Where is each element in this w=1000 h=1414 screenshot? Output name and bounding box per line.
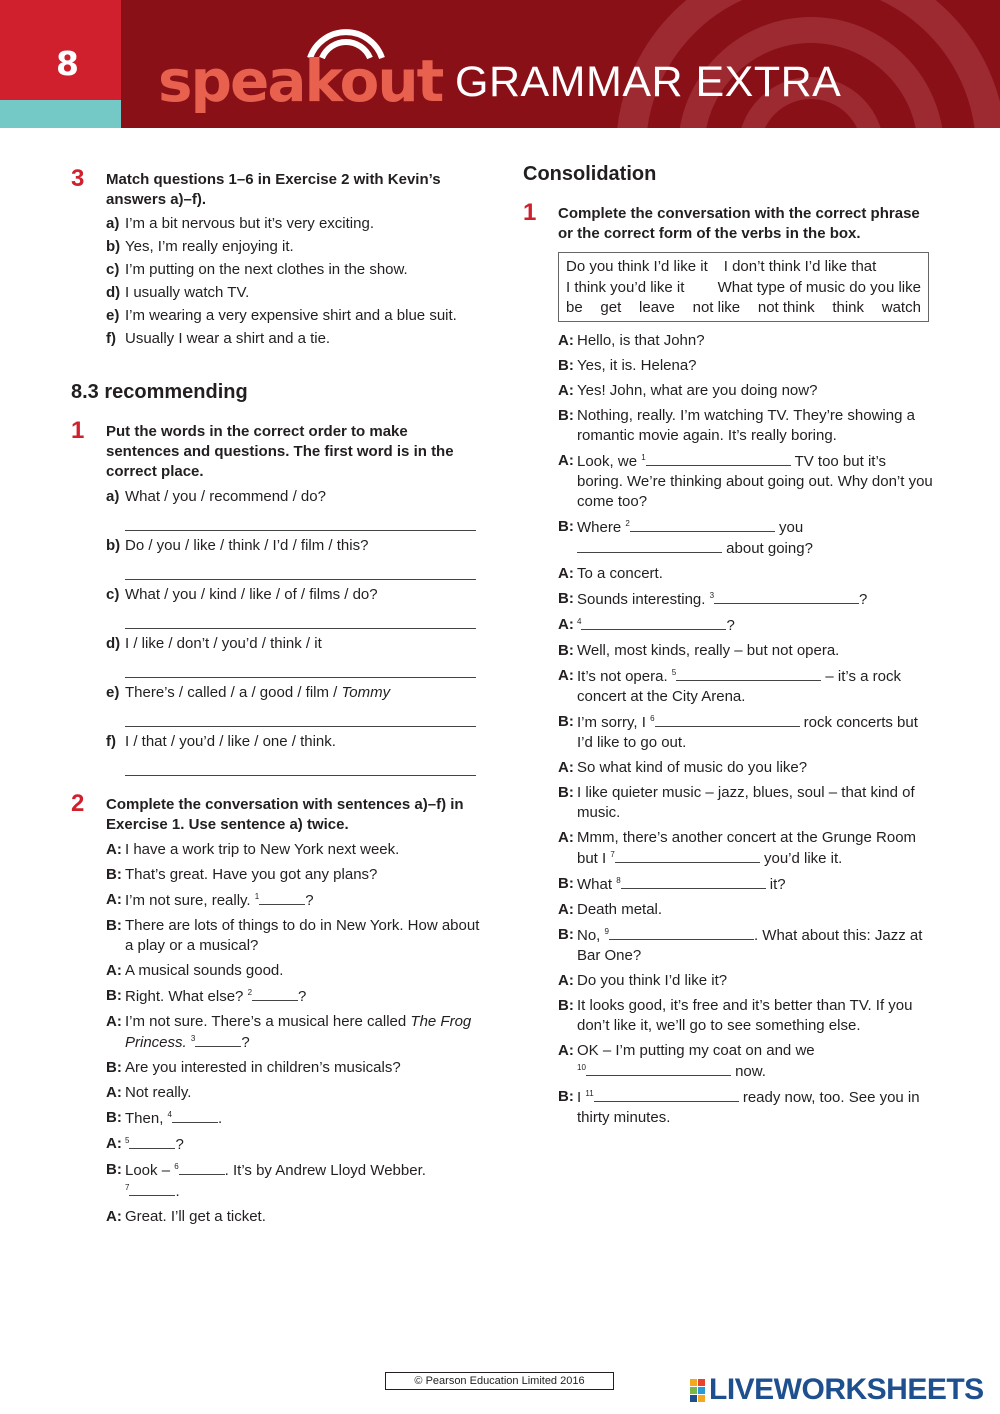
speaker-label: A: [106,1135,122,1152]
line-text: . It’s by Andrew Lloyd Webber. [224,1162,426,1179]
gap-number: 6 [650,713,655,723]
liveworksheets-brand: LIVEWORKSHEETS [709,1373,984,1406]
item-label: f) [106,733,116,750]
item-text: What / you / recommend / do? [125,488,326,505]
dialogue-line [558,925,933,966]
musical-title: The Frog Princess. [125,1013,472,1051]
line-text: Nothing, really. I’m watching TV. They’re showing a romantic movie again. It’s really boring. [577,406,915,444]
box-phrase: Do you think I’d like it [566,258,708,275]
list-item [106,329,481,349]
dialogue-line [106,840,481,860]
line-text: Death metal. [577,900,663,918]
gap-blank[interactable] [259,890,305,905]
gap-blank[interactable] [172,1108,218,1123]
item-label: a) [106,488,120,505]
speaker-label: A: [106,1208,122,1225]
speaker-label: B: [106,1109,122,1126]
box-word: not think [757,299,815,316]
speaker-label: B: [106,866,122,883]
line-text: now. [730,1062,766,1080]
item-text: I’m a bit nervous but it’s very exciting. [125,215,374,232]
speaker-label: A: [558,615,574,633]
box-word: be [566,299,583,316]
line-text: Great. I’ll get a ticket. [125,1208,266,1225]
dialogue-line [558,564,933,584]
exercise-2-dialogue [71,840,481,1227]
dialogue-line [558,900,933,920]
gap-blank[interactable] [252,986,298,1001]
dialogue-line [558,783,933,823]
dialogue-line [106,961,481,981]
exercise-number: 1 [523,199,537,226]
dialogue-line [558,758,933,778]
line-text: There are lots of things to do in New York. How about a play or a musical? [125,917,480,954]
line-text: ? [859,590,868,608]
speaker-label: A: [558,971,574,989]
item-label: c) [106,261,120,278]
dialogue-line [558,971,933,991]
list-item [106,683,481,703]
speaker-label: B: [106,987,122,1004]
list-item [106,306,481,326]
item-text: I’m putting on the next clothes in the show. [125,261,408,278]
word-box [558,252,929,322]
word-box-row [566,278,921,299]
copyright-notice: © Pearson Education Limited 2016 [385,1372,614,1390]
word-box-row [566,257,921,278]
line-text: I [577,1088,586,1106]
list-item [106,283,481,303]
gap-number: 2 [247,988,253,997]
line-text: ? [726,616,735,634]
dialogue-line [558,615,933,636]
line-text: Hello, is that John? [577,331,705,349]
item-label: a) [106,215,120,232]
line-text: ? [298,988,307,1005]
speakout-logo: speakout [158,47,443,115]
word-box-row [566,298,921,319]
dialogue-line [106,916,481,956]
gap-blank[interactable] [714,589,859,604]
gap-blank[interactable] [577,538,722,553]
exercise-number: 3 [71,165,85,192]
list-item [106,214,481,234]
gap-blank[interactable] [615,848,760,863]
exercise-1-items [71,487,481,776]
speaker-label: A: [558,564,574,582]
speaker-label: A: [558,331,574,349]
line-text: Look, we [577,452,642,470]
gap-number: 4 [167,1110,172,1119]
page-title: GRAMMAR EXTRA [455,58,842,106]
dialogue-line [558,451,933,512]
dialogue-line [106,1058,481,1078]
section-title-consolidation: Consolidation [523,163,657,185]
line-text: it? [765,875,786,893]
answer-line-c[interactable] [125,605,476,629]
gap-number: 7 [125,1183,130,1192]
gap-blank[interactable] [594,1087,739,1102]
consolidation-exercise-1-heading [523,199,933,244]
speaker-label: B: [558,589,574,607]
speaker-label: B: [558,925,574,943]
answer-line-a[interactable] [125,507,476,531]
line-text: . What about this: Jazz at Bar One? [577,926,923,964]
dialogue-line [558,331,933,351]
dialogue-line [106,1083,481,1103]
gap-number: 7 [610,849,615,859]
dialogue-line [106,1134,481,1155]
speaker-label: A: [106,1013,122,1030]
gap-number: 4 [577,616,582,626]
dialogue-line [558,356,933,376]
list-item [106,732,481,752]
item-text: I / that / you’d / like / one / think. [125,733,336,750]
consolidation-dialogue [523,331,933,1128]
line-text: A musical sounds good. [125,962,284,979]
dialogue-line [106,890,481,911]
line-text: No, [577,926,605,944]
left-column [71,165,481,1227]
gap-number: 11 [585,1088,594,1098]
line-text: Yes, it is. Helena? [577,356,697,374]
answer-line-b[interactable] [125,556,476,580]
gap-number: 3 [190,1034,196,1043]
dialogue-line [558,381,933,401]
item-label: f) [106,330,116,347]
item-label: c) [106,586,120,603]
speaker-label: B: [558,356,574,374]
item-italic-text: Tommy [341,684,391,701]
line-text: TV too but it’s boring. We’re thinking about going out. Why don’t you come too? [577,452,933,510]
line-text: Yes! John, what are you doing now? [577,381,818,399]
item-text: There’s / called / a / good / film / [125,684,342,701]
line-text: It looks good, it’s free and it’s better than TV. If you don’t like it, we’ll go to see something else. [577,996,913,1034]
gap-blank[interactable] [621,874,766,889]
box-word: get [600,299,622,316]
gap-blank[interactable] [676,666,821,681]
dialogue-line [106,1207,481,1227]
exercise-instruction: Put the words in the correct order to make sentences and questions. The first word is in the correct place. [106,423,454,480]
line-text: you’d like it. [759,849,843,867]
gap-number: 5 [125,1136,130,1145]
speaker-label: A: [558,451,574,469]
dialogue-line [558,712,933,753]
line-text: So what kind of music do you like? [577,758,808,776]
gap-number: 1 [641,452,646,462]
gap-blank[interactable] [630,517,775,532]
box-phrase: I think you’d like it [566,278,685,296]
speaker-label: A: [106,1084,122,1101]
item-label: d) [106,635,121,652]
item-text: Usually I wear a shirt and a tie. [125,330,331,347]
exercise-instruction: Match questions 1–6 in Exercise 2 with Kevin’s answers a)–f). [106,171,441,208]
line-text: about going? [722,539,813,557]
dialogue-line [558,996,933,1036]
box-word: not like [692,299,741,316]
gap-blank[interactable] [646,451,791,466]
exercise-instruction: Complete the conversation with sentences a)–f) in Exercise 1. Use sentence a) twice. [106,796,464,833]
line-text: ? [175,1136,184,1153]
box-phrase: What type of music do you like [717,278,921,296]
dialogue-line [106,1160,481,1202]
speaker-label: A: [558,758,574,776]
item-label: b) [106,238,121,255]
item-text: I’m wearing a very expensive shirt and a blue suit. [125,307,457,324]
list-item [106,260,481,280]
item-label: e) [106,684,120,701]
box-phrase: I don’t think I’d like that [723,258,877,275]
item-label: b) [106,537,121,554]
line-text: Do you think I’d like it? [577,971,728,989]
list-item [106,634,481,654]
dialogue-line [558,874,933,895]
line-text: you [774,518,804,536]
line-text: ? [305,892,314,909]
item-text: I / like / don’t / you’d / think / it [125,635,322,652]
header-teal-strip [0,100,121,128]
speaker-label: A: [558,381,574,399]
gap-blank[interactable] [586,1061,731,1076]
line-text: ? [241,1034,250,1051]
speaker-label: B: [558,517,574,535]
answer-line-d[interactable] [125,654,476,678]
list-item [106,536,481,556]
gap-blank[interactable] [581,615,726,630]
gap-blank[interactable] [655,712,800,727]
line-text: rock concerts but I’d like to go out. [577,713,918,751]
line-text: I like quieter music – jazz, blues, soul – that kind of music. [577,783,915,821]
line-text: – it’s a rock concert at the City Arena. [577,667,902,705]
item-text: Do / you / like / think / I’d / film / this? [125,537,369,554]
dialogue-line [558,517,933,559]
gap-number: 10 [577,1062,586,1072]
speaker-label: B: [558,641,574,659]
speaker-label: B: [558,783,574,801]
exercise-1-heading [71,417,481,482]
line-text: OK – I’m putting my coat on and we [577,1041,815,1059]
dialogue-line [558,1041,933,1082]
dialogue-line [558,828,933,869]
line-text: Look – [125,1162,175,1179]
line-text: . [217,1110,223,1127]
speaker-label: A: [558,828,574,846]
line-text: Where [577,518,626,536]
line-text: Right. What else? [125,988,248,1005]
line-text: I’m not sure, really. [125,892,255,909]
exercise-3-heading [71,165,481,210]
line-text: I’m not sure. There’s a musical here called [125,1013,411,1030]
gap-number: 1 [254,892,260,901]
dialogue-line [558,666,933,707]
liveworksheets-grid-icon [690,1379,705,1402]
item-label: d) [106,284,121,301]
gap-number: 3 [709,590,715,600]
exercise-number: 2 [71,790,85,817]
line-text: Then, [125,1110,168,1127]
gap-blank[interactable] [129,1181,175,1196]
list-item [106,237,481,257]
line-text: Well, most kinds, really – but not opera. [577,641,840,659]
speaker-label: B: [558,1087,574,1105]
dialogue-line [106,1108,481,1129]
exercise-2-heading [71,790,481,835]
item-text: What / you / kind / like / of / films / do? [125,586,378,603]
speaker-label: A: [558,900,574,918]
liveworksheets-logo[interactable] [690,1375,984,1405]
right-column [523,161,933,1128]
item-label: e) [106,307,120,324]
section-title-recommending: 8.3 recommending [71,381,248,403]
gap-blank[interactable] [179,1160,225,1175]
line-text: ready now, too. See you in thirty minutes. [577,1088,920,1126]
line-text: To a concert. [577,564,663,582]
speaker-label: A: [106,891,122,908]
gap-number: 2 [625,518,630,528]
exercise-3-items [71,214,481,349]
line-text: What [577,875,617,893]
box-word: watch [881,299,921,316]
line-text: That’s great. Have you got any plans? [125,866,378,883]
line-text: I have a work trip to New York next week. [125,841,400,858]
speaker-label: A: [106,962,122,979]
exercise-instruction: Complete the conversation with the correct phrase or the correct form of the verbs in the box. [558,205,920,242]
line-text: Mmm, there’s another concert at the Grunge Room but I [577,828,917,867]
dialogue-line [558,641,933,661]
list-item [106,487,481,507]
gap-blank[interactable] [195,1032,241,1047]
dialogue-line [106,865,481,885]
speaker-label: B: [558,874,574,892]
exercise-number: 1 [71,417,85,444]
answer-line-f[interactable] [125,752,476,776]
line-text: It’s not opera. [577,667,672,685]
speaker-label: B: [558,996,574,1014]
speaker-label: B: [558,406,574,424]
speaker-label: A: [106,841,122,858]
box-word: leave [639,299,675,316]
gap-number: 8 [616,875,621,885]
dialogue-line [558,406,933,446]
dialogue-line [558,1087,933,1128]
dialogue-line [106,986,481,1007]
line-text: Are you interested in children’s musicals? [125,1059,401,1076]
speaker-label: A: [558,1041,574,1059]
answer-line-e[interactable] [125,703,476,727]
speaker-label: B: [106,1161,122,1178]
line-text: . [175,1183,180,1200]
speaker-label: B: [106,1059,122,1076]
list-item [106,585,481,605]
item-text: I usually watch TV. [125,284,250,301]
speaker-label: B: [558,712,574,730]
line-text: Sounds interesting. [577,590,710,608]
gap-number: 9 [604,926,609,936]
gap-blank[interactable] [129,1134,175,1149]
gap-number: 5 [671,667,677,677]
item-text: Yes, I’m really enjoying it. [125,238,294,255]
dialogue-line [106,1012,481,1053]
dialogue-line [558,589,933,610]
gap-blank[interactable] [609,925,754,940]
line-text: I’m sorry, I [577,713,651,731]
gap-number: 6 [174,1162,179,1171]
box-word: think [832,299,865,316]
speaker-label: B: [106,917,122,934]
speaker-label: A: [558,666,574,684]
line-text: Not really. [125,1084,192,1101]
unit-number: 8 [56,44,79,83]
